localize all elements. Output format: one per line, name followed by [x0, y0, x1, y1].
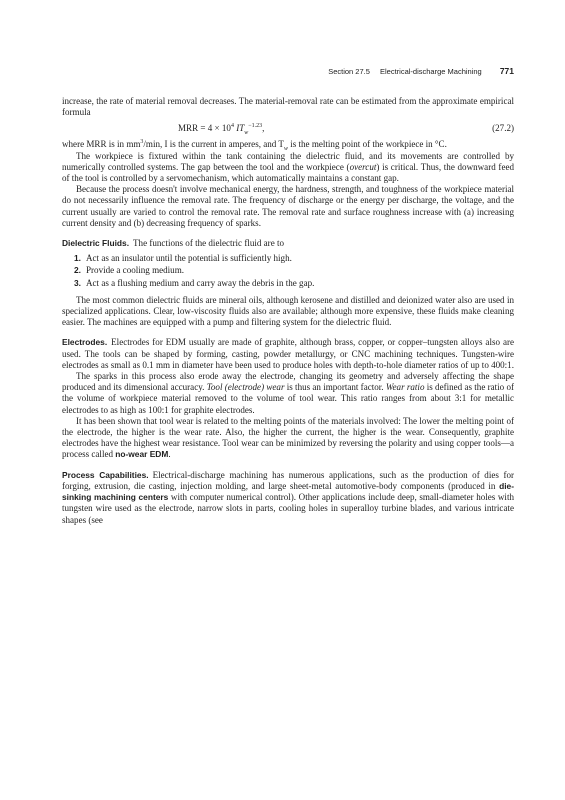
list-item-number: 3. [74, 277, 81, 288]
list-item [74, 265, 514, 276]
list-item-text: Act as an insulator until the potential is sufficiently high. [86, 253, 292, 264]
list-item-number: 2. [74, 265, 81, 276]
electrodes-p1: Electrodes for EDM usually are made of graphite, although brass, copper, or copper–tungsten alloys also are used. The tools can be shaped by forming, casting, powder metallurgy, or CNC machining techniques. Tungsten-wire electrodes as small as 0.1 mm in diameter have been used to produce holes with depth-to-hole diameter ratios of up to 400:1. [62, 337, 514, 370]
paragraph-intro: increase, the rate of material removal decreases. The material-removal rate can be estimated from the approximate empirical formula [62, 96, 514, 118]
fixture-b: ) is critical. Thus, the downward feed of the tool is controlled by a servomechanism, which automatically maintains a constant gap. [62, 161, 514, 184]
process-bold: die-sinking machining centers [62, 480, 514, 503]
equation-number: (27.2) [492, 123, 514, 134]
list-item-text: Provide a cooling medium. [86, 265, 184, 276]
paragraph-dielectric-common: The most common dielectric fluids are mineral oils, although kerosene and distilled and deionized water also are used in specialized applications. Clear, low-viscosity fluids also are available; although more expensive, these fluids make cleaning easier. The machines are equipped with a pump and filtering system for the dielectric fluid. [62, 294, 514, 328]
body-text [62, 96, 514, 526]
process-a: Electrical-discharge machining has numerous applications, such as the production of dies for forging, extrusion, die casting, injection molding, and large sheet-metal automotive-body components (produced in [62, 469, 514, 491]
paragraph-electrodes-1 [62, 337, 514, 371]
fixture-a: The workpiece is fixtured within the tank containing the dielectric fluid, and its movements are controlled by numerically controlled systems. The gap between the tool and the workpiece ( [62, 150, 514, 172]
paragraph-fixture [62, 151, 514, 185]
paragraph-electrodes-2 [62, 371, 514, 416]
where-sup: 3 [140, 139, 144, 146]
electrodes-p2em1: Tool (electrode) wear [206, 382, 285, 393]
heading-dielectric: Dielectric Fluids. [62, 238, 130, 249]
eq-sub: w [244, 130, 249, 137]
where-sub: w [283, 146, 288, 153]
heading-process: Process Capabilities. [62, 469, 149, 480]
eq-lhs: MRR = 4 × 10 [178, 123, 231, 134]
eq-tail: , [262, 123, 265, 134]
electrodes-p2b: is thus an important factor. [284, 382, 386, 393]
electrodes-p2a: The sparks in this process also erode away the electrode, changing its geometry and adversely affecting the shape produced and its dimensional accuracy. [62, 371, 514, 393]
eq-exp: 4 [230, 123, 234, 130]
where-c: is the melting point of the workpiece in °C. [287, 139, 447, 150]
list-item [74, 253, 514, 264]
running-header [320, 66, 514, 76]
fixture-em: overcut [349, 161, 377, 172]
list-item [74, 278, 514, 289]
equation-expression [178, 123, 265, 137]
dielectric-intro: The functions of the dielectric fluid are to [133, 238, 285, 249]
eq-pow: −1.23 [248, 123, 263, 130]
equation-27-2 [62, 123, 514, 135]
header-title: Electrical-discharge Machining [380, 67, 482, 76]
page-number: 771 [499, 66, 514, 76]
electrodes-p3a: It has been shown that tool wear is related to the melting points of the materials involved: The lower the melting point of the electrode, the higher is the wear rate. Also, the higher the current, the higher is the wear. Consequently, graphite electrodes have the highest wear resistance. Tool wear can be minimized by reversing the polarity and using copper tools—a process called [62, 415, 514, 460]
dielectric-list [62, 253, 514, 289]
where-a: where MRR is in mm [62, 139, 141, 150]
electrodes-p3c: . [168, 449, 171, 460]
paragraph-electrodes-3 [62, 416, 514, 461]
header-section: Section 27.5 [328, 67, 370, 76]
electrodes-p2c: is defined as the ratio of the volume of workpiece material removed to the volume of tool wear. This ratio ranges from about 3:1 for metallic electrodes to as high as 100:1 for graphite electrodes. [62, 382, 514, 415]
where-b: /min, I is the current in amperes, and T [143, 139, 284, 150]
paragraph-dielectric [62, 238, 514, 249]
heading-electrodes: Electrodes. [62, 337, 108, 348]
paragraph-mechanical: Because the process doesn't involve mechanical energy, the hardness, strength, and toughness of the workpiece material do not necessarily influence the removal rate. The frequency of discharge or the energy per discharge, the voltage, and the current usually are varied to control the removal rate. The removal rate and surface roughness increase with (a) increasing current density and (b) decreasing frequency of sparks. [62, 184, 514, 228]
process-b: with computer numerical control). Other applications include deep, small-diameter holes with tungsten wire used as the electrode, narrow slots in parts, cooling holes in superalloy turbine blades, and various intricate shapes (see [62, 492, 514, 525]
eq-mid: IT [233, 123, 245, 134]
electrodes-p2em2: Wear ratio [385, 382, 425, 393]
list-item-number: 1. [74, 253, 81, 264]
paragraph-process [62, 470, 514, 526]
paragraph-where [62, 139, 514, 153]
electrodes-p3bold: no-wear EDM [115, 449, 169, 460]
list-item-text: Act as a flushing medium and carry away the debris in the gap. [86, 277, 315, 288]
